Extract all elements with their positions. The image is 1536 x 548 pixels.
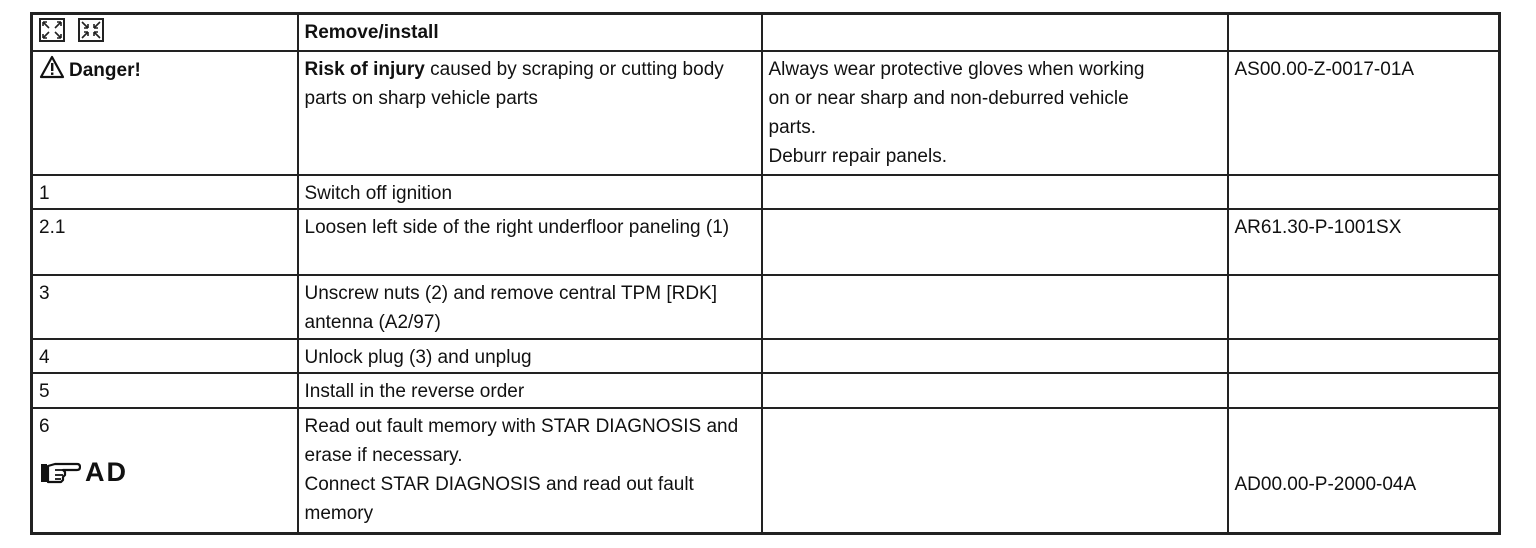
collapse-icon[interactable] xyxy=(78,18,104,42)
measure-line: parts. xyxy=(768,116,817,138)
header-row xyxy=(32,14,1500,51)
measure-line: on or near sharp and non-deburred vehicle xyxy=(768,87,1129,109)
danger-measures-cell xyxy=(762,51,1228,175)
step-ref-link[interactable] xyxy=(1228,175,1500,209)
step-note xyxy=(762,275,1228,339)
header-title: Remove/install xyxy=(298,14,762,51)
step-text: Unscrew nuts (2) and remove central TPM [RDK] antenna (A2/97) xyxy=(298,275,762,339)
step-note xyxy=(762,175,1228,209)
step-number-cell xyxy=(32,408,298,534)
warning-triangle-icon xyxy=(39,55,65,79)
step-text: Switch off ignition xyxy=(298,175,762,209)
step-row xyxy=(32,408,1500,534)
header-icons-cell xyxy=(32,14,298,51)
risk-description: caused by scraping or cutting body parts on sharp vehicle parts xyxy=(304,58,724,109)
step-row xyxy=(32,275,1500,339)
step-note xyxy=(762,373,1228,408)
step-ref-link[interactable]: AR61.30-P-1001SX xyxy=(1228,209,1500,275)
danger-label-cell xyxy=(32,51,298,175)
danger-risk-cell xyxy=(298,51,762,175)
step-text: Loosen left side of the right underfloor paneling (1) xyxy=(298,209,762,275)
step-number: 3 xyxy=(32,275,298,339)
step-ref-link[interactable] xyxy=(1228,275,1500,339)
danger-ref-link[interactable]: AS00.00-Z-0017-01A xyxy=(1228,51,1500,175)
step-ref-link[interactable] xyxy=(1228,339,1500,373)
step-number: 5 xyxy=(32,373,298,408)
step-note xyxy=(762,408,1228,534)
step-text: Connect STAR DIAGNOSIS and read out fault memory xyxy=(304,473,694,524)
step-note xyxy=(762,339,1228,373)
step-ref-link[interactable] xyxy=(1228,373,1500,408)
ad-reference xyxy=(39,458,293,487)
step-row xyxy=(32,339,1500,373)
pointing-hand-icon xyxy=(39,458,81,486)
step-number: 4 xyxy=(32,339,298,373)
step-row xyxy=(32,175,1500,209)
measure-line: Always wear protective gloves when working xyxy=(768,58,1145,80)
step-number: 1 xyxy=(32,175,298,209)
step-text: Read out fault memory with STAR DIAGNOSIS and erase if necessary. xyxy=(304,415,739,466)
step-text-cell xyxy=(298,408,762,534)
step-number: 2.1 xyxy=(32,209,298,275)
measure-line: Deburr repair panels. xyxy=(768,145,947,167)
header-empty-cell xyxy=(1228,14,1500,51)
step-ref-cell xyxy=(1228,408,1500,534)
step-ref-link[interactable]: AD00.00-P-2000-04A xyxy=(1234,473,1417,495)
danger-row xyxy=(32,51,1500,175)
ad-label: AD xyxy=(85,456,128,487)
expand-icon[interactable] xyxy=(39,18,65,42)
step-text: Unlock plug (3) and unplug xyxy=(298,339,762,373)
step-number: 6 xyxy=(39,415,50,437)
header-empty-cell xyxy=(762,14,1228,51)
step-text: Install in the reverse order xyxy=(298,373,762,408)
danger-label: Danger! xyxy=(69,59,141,81)
step-row xyxy=(32,209,1500,275)
procedure-table xyxy=(30,12,1501,535)
step-note xyxy=(762,209,1228,275)
risk-heading: Risk of injury xyxy=(304,58,425,80)
step-row xyxy=(32,373,1500,408)
